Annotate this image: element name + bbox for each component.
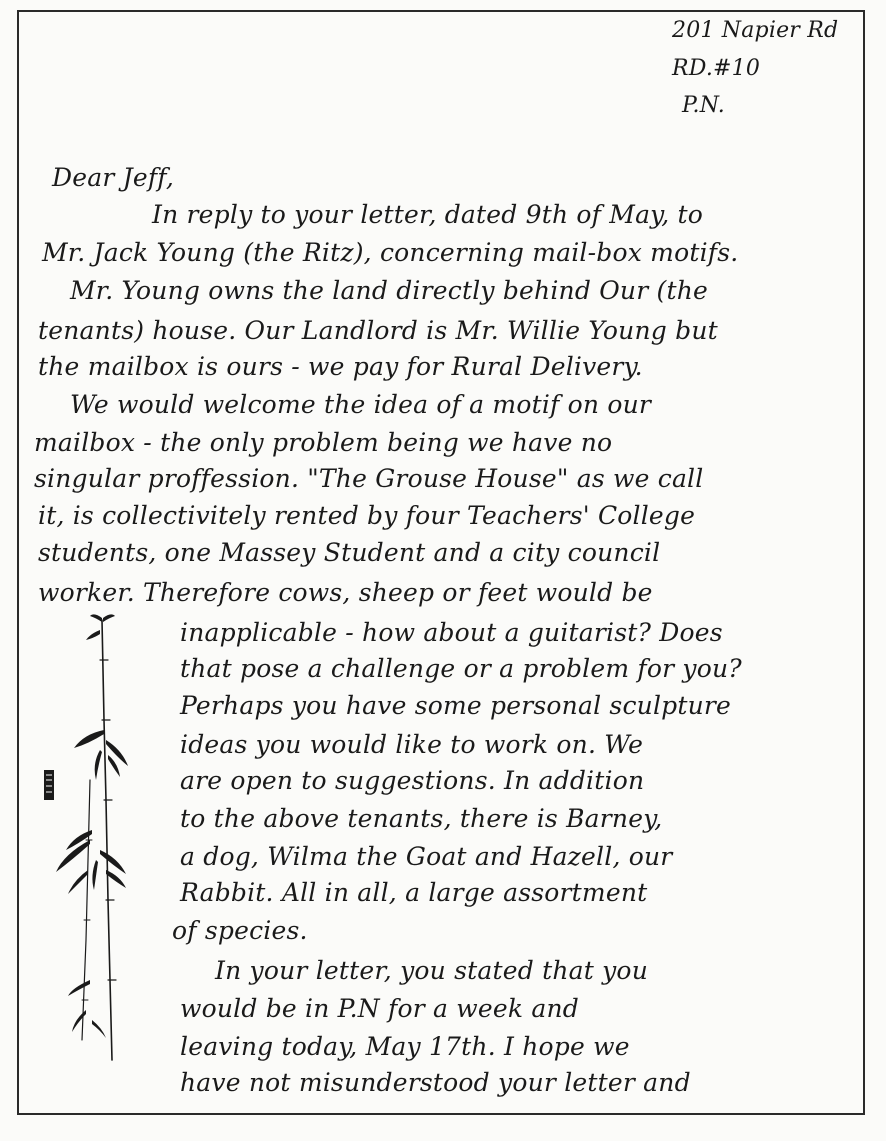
address-line-3: P.N. — [682, 93, 725, 118]
letter-line: tenants) house. Our Landlord is Mr. Willie Young but — [38, 316, 718, 345]
letter-line: are open to suggestions. In addition — [180, 766, 645, 795]
salutation: Dear Jeff, — [52, 163, 175, 192]
letter-line: We would welcome the idea of a motif on our — [70, 390, 652, 419]
letter-line: In reply to your letter, dated 9th of May, to — [152, 200, 703, 229]
address-line-1: 201 Napier Rd — [672, 18, 839, 43]
letter-line: singular proffession. "The Grouse House" as we call — [34, 464, 704, 493]
letter-line: worker. Therefore cows, sheep or feet would be — [38, 578, 653, 607]
letter-line: Rabbit. All in all, a large assortment — [180, 878, 648, 907]
bamboo-illustration-icon — [30, 600, 140, 1070]
letter-line: ideas you would like to work on. We — [180, 730, 644, 759]
letter-line: leaving today, May 17th. I hope we — [180, 1032, 630, 1061]
letter-line: a dog, Wilma the Goat and Hazell, our — [180, 842, 673, 871]
letter-line: In your letter, you stated that you — [215, 956, 648, 985]
seal-stamp-icon — [44, 770, 54, 800]
letter-line: students, one Massey Student and a city council — [38, 538, 661, 567]
address-line-2: RD.#10 — [672, 56, 761, 81]
letter-line: Mr. Young owns the land directly behind Our (the — [70, 276, 708, 305]
letter-line: Mr. Jack Young (the Ritz), concerning mail-box motifs. — [42, 238, 739, 267]
letter-line: mailbox - the only problem being we have no — [34, 428, 613, 457]
letter-line: would be in P.N for a week and — [180, 994, 579, 1023]
letter-line: that pose a challenge or a problem for you? — [180, 654, 742, 683]
letter-line: Perhaps you have some personal sculpture — [180, 691, 732, 720]
letter-line: the mailbox is ours - we pay for Rural Delivery. — [38, 352, 643, 381]
letter-line: of species. — [172, 916, 308, 945]
letter-line: to the above tenants, there is Barney, — [180, 804, 663, 833]
letter-line: have not misunderstood your letter and — [180, 1068, 691, 1097]
letter-line: it, is collectivitely rented by four Teachers' College — [38, 501, 696, 530]
letter-line: inapplicable - how about a guitarist? Does — [180, 618, 723, 647]
